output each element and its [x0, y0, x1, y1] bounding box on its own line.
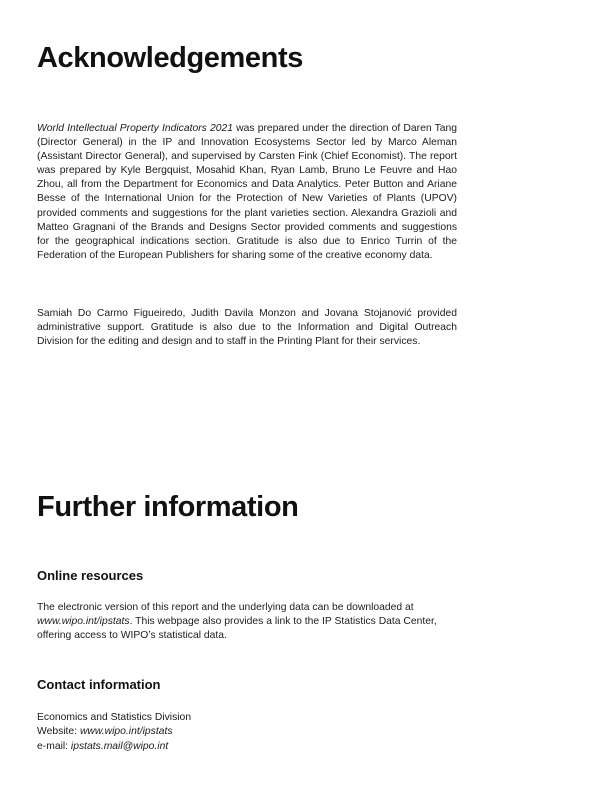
- online-text-after-link: . This webpage also provides a link to the IP Statistics Data Center, offering access to WIPO’s statistical data.: [37, 616, 437, 642]
- contact-division: Economics and Statistics Division: [37, 712, 192, 723]
- report-title: World Intellectual Property Indicators 2021: [37, 123, 234, 134]
- website-label: Website:: [37, 726, 80, 738]
- website-link[interactable]: www.wipo.int/ipstats: [79, 726, 173, 738]
- online-resources-heading: Online resources: [37, 568, 144, 583]
- acknowledgements-paragraph-1-body: was prepared under the direction of Daren Tang (Director General) in the IP and Innovation Ecosystems Sector led by Marco Aleman (Assistant Director General), and supervised by Carsten Fink (Chief Economist). The report was prepared by Kyle Bergquist, Mosahid Khan, Ryan Lamb, Bruno Le Feuvre and Hao Zhou, all from the Department for Economics and Data Analytics. Peter Button and Ariane Besse of the International Union for the Protection of New Varieties of Plants (UPOV) provided comments and suggestions for the plant varieties section. Alexandra Grazioli and Matteo Gragnani of the Brands and Designs Sector provided comments and suggestions for the geographical indications section. Gratitude is also due to Enrico Turrin of the Federation of the European Publishers for sharing some of the creative economy data.: [37, 123, 457, 261]
- online-text-before-link: The electronic version of this report and the underlying data can be downloaded at: [37, 602, 414, 613]
- acknowledgements-heading: Acknowledgements: [37, 42, 303, 74]
- ipstats-link[interactable]: www.wipo.int/ipstats: [37, 616, 130, 628]
- contact-website-line: [37, 725, 457, 739]
- contact-email-line: [37, 740, 457, 754]
- email-link[interactable]: ipstats.mail@wipo.int: [70, 740, 169, 752]
- further-information-heading: Further information: [37, 491, 299, 523]
- contact-information-heading: Contact information: [37, 677, 161, 692]
- email-label: e-mail:: [37, 740, 71, 752]
- acknowledgements-paragraph-1: [37, 122, 457, 263]
- acknowledgements-paragraph-2: Samiah Do Carmo Figueiredo, Judith Davila Monzon and Jovana Stojanović provided administrative support. Gratitude is also due to the Information and Digital Outreach Division for the editing and design and to staff in the Printing Plant for their services.: [37, 308, 457, 348]
- contact-block: [37, 711, 457, 754]
- online-resources-paragraph: [37, 601, 457, 643]
